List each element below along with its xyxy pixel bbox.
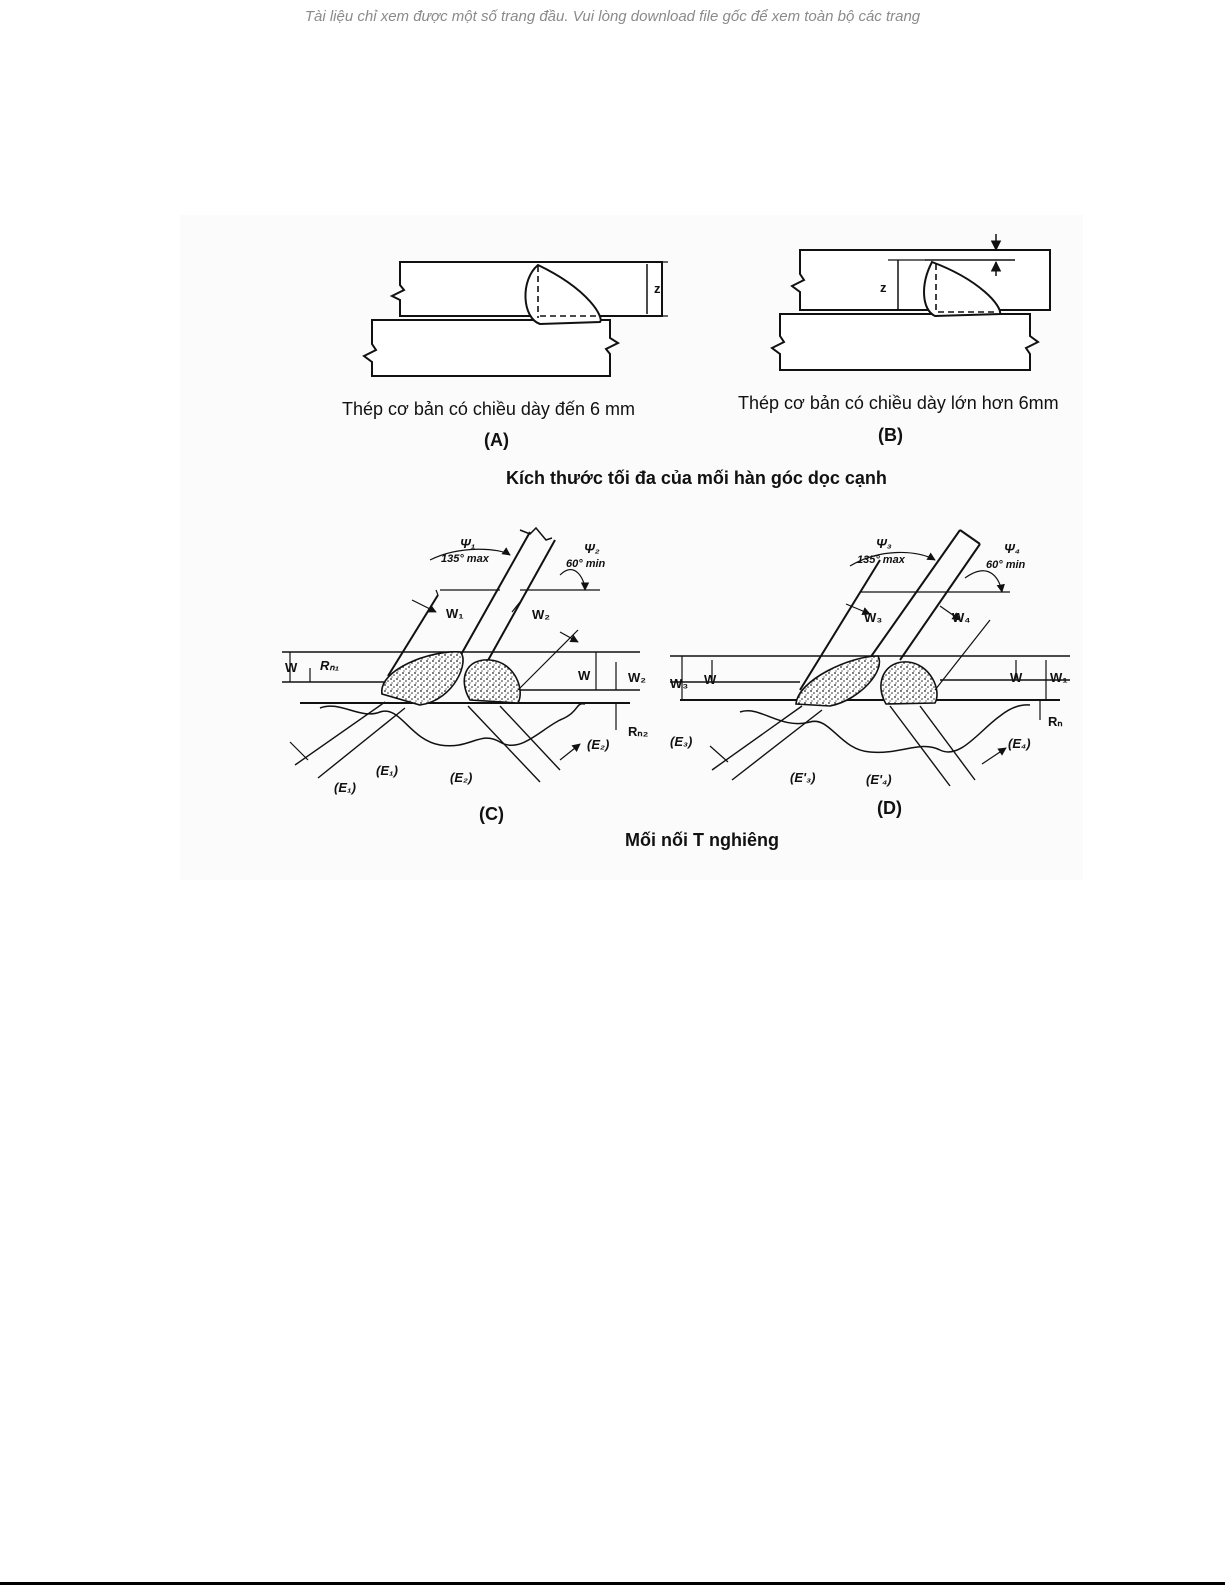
label-a: (A)	[484, 430, 509, 450]
dim-z-a: z	[654, 281, 661, 296]
d-w4: W₄	[952, 610, 971, 625]
label-d: (D)	[877, 798, 902, 818]
c-e2-a: (E₂)	[450, 770, 473, 785]
d-psi4: Ψ₄	[1004, 541, 1020, 556]
d-psi3-max: 135° max	[857, 554, 905, 566]
c-w-right: W	[578, 668, 591, 683]
figure-c-labels	[285, 536, 649, 795]
figure-a	[364, 262, 668, 376]
d-e3p: (E'₃)	[790, 770, 816, 785]
d-e4: (E₄)	[1008, 736, 1031, 751]
label-c: (C)	[479, 804, 504, 824]
c-w2: W₂	[532, 607, 551, 622]
title-bottom: Mối nối T nghiêng	[625, 830, 779, 850]
d-w-right: W	[1010, 670, 1023, 685]
c-e2-b: (E₂)	[587, 737, 610, 752]
c-e1-b: (E₁)	[334, 780, 356, 795]
d-e3: (E₃)	[670, 734, 693, 749]
d-psi3: Ψ₃	[876, 536, 892, 551]
d-w3: W₃	[864, 610, 883, 625]
c-w2-right: W₂	[628, 670, 647, 685]
label-b: (B)	[878, 425, 903, 445]
preview-notice: Tài liệu chỉ xem được một số trang đầu. Vui lòng download file gốc để xem toàn bộ các trang	[304, 8, 921, 25]
d-rn: Rₙ	[1048, 714, 1063, 729]
c-rn2: Rₙ₂	[628, 724, 649, 739]
caption-b: Thép cơ bản có chiều dày lớn hơn 6mm	[738, 393, 1059, 413]
c-psi2: Ψ₂	[584, 541, 600, 556]
c-w-left: W	[285, 660, 298, 675]
d-w1-right: W₁	[1050, 670, 1068, 685]
d-w-left: W	[704, 672, 717, 687]
dim-z-b: z	[880, 280, 887, 295]
d-psi4-min: 60° min	[986, 559, 1026, 571]
c-rn1: Rₙ₁	[320, 658, 340, 673]
d-w3-left: W₃	[670, 676, 689, 691]
d-e4p: (E'₄)	[866, 772, 892, 787]
c-psi1-max: 135° max	[441, 553, 489, 565]
c-psi1: Ψ₁	[460, 536, 476, 551]
figure-b	[772, 234, 1050, 370]
caption-a: Thép cơ bản có chiều dày đến 6 mm	[342, 399, 635, 419]
c-w1: W₁	[446, 606, 464, 621]
title-top: Kích thước tối đa của mối hàn góc dọc cạnh	[506, 468, 887, 488]
c-e1-a: (E₁)	[376, 763, 398, 778]
c-psi2-min: 60° min	[566, 558, 606, 570]
